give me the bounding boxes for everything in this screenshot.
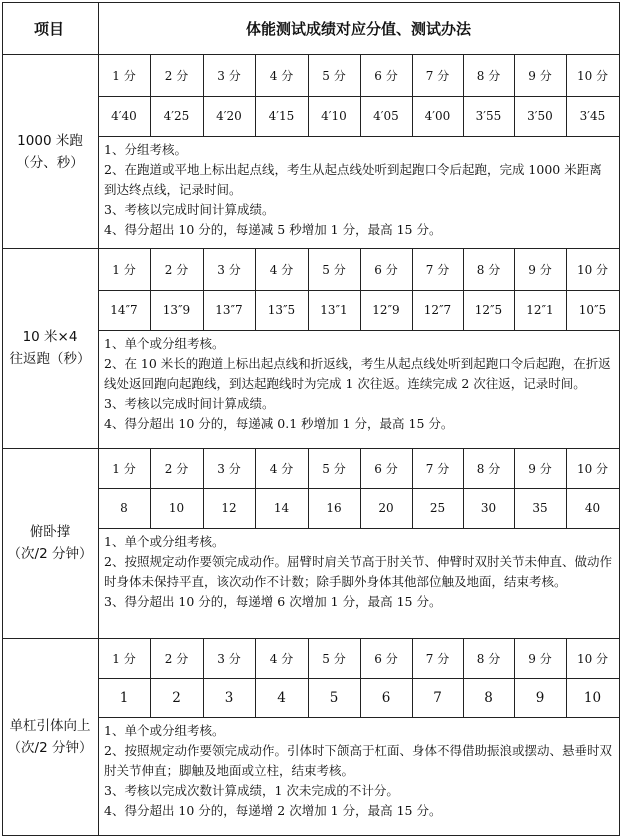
- score-cell: 4 分: [269, 262, 294, 277]
- instruction-line: 2、按照规定动作要领完成动作。屈臂时肩关节高于肘关节、伸臂时双肘关节未伸直、做动作时身体未保持平直，该次动作不计数；除手脚外身体其他部位触及地面，结束考核。: [104, 554, 612, 589]
- value-cell: 4′40: [111, 109, 137, 123]
- score-cell: 4 分: [269, 461, 294, 476]
- test-instructions: [104, 532, 613, 612]
- table-rule: [2, 2, 3, 836]
- score-cell: 10 分: [576, 69, 609, 83]
- value-cell: 4′00: [424, 109, 451, 123]
- score-cell: 8 分: [476, 651, 501, 666]
- value-cell: 25: [429, 501, 446, 515]
- value-cell: 10″5: [578, 303, 607, 317]
- value-cell: 35: [532, 501, 548, 515]
- value-cell: 9: [535, 689, 545, 706]
- score-cell: 7 分: [425, 69, 450, 83]
- table-rule: [98, 136, 619, 137]
- instruction-line: 2、在跑道或平地上标出起点线，考生从起点线处听到起跑口令后起跑，完成 1000 米距离到达终点线，记录时间。: [104, 162, 602, 197]
- score-cell: 9 分: [528, 651, 552, 666]
- score-cell: 3 分: [217, 651, 241, 666]
- value-cell: 6: [381, 689, 391, 706]
- score-cell: 7 分: [425, 651, 450, 666]
- value-cell: 4′10: [321, 109, 347, 123]
- value-cell: 14: [273, 501, 290, 515]
- test-instructions: [104, 140, 613, 240]
- value-cell: 30: [480, 501, 497, 515]
- value-cell: 4: [277, 689, 286, 706]
- value-cell: 3′45: [579, 109, 606, 123]
- value-cell: 16: [326, 501, 342, 515]
- value-cell: 2: [172, 689, 181, 706]
- value-cell: 5: [329, 689, 339, 706]
- test-instructions: [104, 334, 613, 434]
- instruction-line: 3、考核以完成次数计算成绩，1 次未完成的不计分。: [104, 783, 399, 798]
- value-cell: 20: [378, 501, 394, 515]
- value-cell: 3: [224, 689, 234, 706]
- instruction-line: 1、单个或分组考核。: [104, 723, 225, 738]
- section-label-line: （次/2 分钟）: [7, 546, 93, 562]
- score-cell: 6 分: [374, 262, 398, 277]
- score-cell: 3 分: [217, 69, 241, 83]
- score-cell: 6 分: [374, 461, 398, 476]
- instruction-line: 1、单个或分组考核。: [104, 336, 225, 351]
- value-cell: 13″1: [320, 303, 348, 317]
- table-rule: [98, 717, 619, 718]
- instruction-line: 3、考核以完成时间计算成绩。: [104, 202, 275, 217]
- section-label: [2, 326, 98, 370]
- section-label-line: （分、秒）: [16, 154, 84, 171]
- section-label: [2, 130, 98, 174]
- value-cell: 4′05: [373, 109, 399, 123]
- section-label: [2, 715, 98, 759]
- section-label-line: 1000 米跑: [17, 132, 83, 149]
- score-cell: 9 分: [528, 262, 552, 277]
- score-cell: 7 分: [425, 461, 450, 476]
- score-cell: 10 分: [576, 262, 609, 277]
- section-label: [2, 521, 98, 565]
- instruction-line: 4、得分超出 10 分的，每递减 5 秒增加 1 分，最高 15 分。: [104, 222, 442, 237]
- instruction-line: 3、得分超出 10 分的，每递增 6 次增加 1 分，最高 15 分。: [104, 594, 442, 609]
- value-cell: 12″5: [474, 303, 503, 317]
- score-cell: 2 分: [164, 69, 189, 83]
- section-label-line: 单杠引体向上: [9, 717, 91, 734]
- value-cell: 3′55: [475, 109, 502, 123]
- section-label-line: 往返跑（秒）: [9, 351, 91, 367]
- header-item: 项目: [33, 20, 64, 38]
- value-cell: 4′15: [268, 109, 295, 123]
- score-cell: 6 分: [374, 651, 398, 666]
- score-cell: 7 分: [425, 262, 450, 277]
- instruction-line: 2、按照规定动作要领完成动作。引体时下颌高于杠面、身体不得借助振浪或摆动、悬垂时双肘关节伸直；脚触及地面或立柱，结束考核。: [104, 743, 612, 778]
- instruction-line: 4、得分超出 10 分的，每递增 2 次增加 1 分，最高 15 分。: [104, 803, 442, 818]
- score-cell: 5 分: [322, 461, 346, 476]
- score-cell: 3 分: [217, 461, 241, 476]
- value-cell: 8: [120, 501, 128, 515]
- score-cell: 4 分: [269, 69, 294, 83]
- value-cell: 3′50: [527, 109, 553, 123]
- score-cell: 6 分: [374, 69, 398, 83]
- score-cell: 5 分: [322, 262, 346, 277]
- score-cell: 1 分: [112, 69, 136, 83]
- score-cell: 1 分: [112, 461, 136, 476]
- value-cell: 12″7: [423, 303, 452, 317]
- value-cell: 12: [221, 501, 237, 515]
- table-rule: [2, 2, 619, 3]
- instruction-line: 1、单个或分组考核。: [104, 534, 225, 549]
- value-cell: 4′20: [216, 109, 242, 123]
- value-cell: 7: [433, 689, 442, 706]
- score-cell: 8 分: [476, 262, 501, 277]
- score-cell: 2 分: [164, 461, 189, 476]
- instruction-line: 3、考核以完成时间计算成绩。: [104, 396, 275, 411]
- score-cell: 2 分: [164, 651, 189, 666]
- section-label-line: 俯卧撑: [29, 524, 71, 540]
- score-cell: 1 分: [112, 262, 136, 277]
- value-cell: 10: [168, 501, 185, 515]
- instruction-line: 2、在 10 米长的跑道上标出起点线和折返线，考生从起点线处听到起跑口令后起跑，在折返线处返回跑向起跑线，到达起跑线时为完成 1 次往返。连续完成 2 次往返，记录时间。: [104, 356, 611, 391]
- value-cell: 4′25: [163, 109, 190, 123]
- value-cell: 12″1: [526, 303, 554, 317]
- score-cell: 3 分: [217, 262, 241, 277]
- value-cell: 10: [583, 689, 602, 706]
- header-title: 体能测试成绩对应分值、测试办法: [245, 20, 471, 38]
- value-cell: 12″9: [372, 303, 400, 317]
- value-cell: 13″5: [267, 303, 296, 317]
- score-cell: 1 分: [112, 651, 136, 666]
- score-cell: 4 分: [269, 651, 294, 666]
- value-cell: 8: [484, 689, 493, 706]
- table-rule: [98, 330, 619, 331]
- score-cell: 8 分: [476, 461, 501, 476]
- test-instructions: [104, 721, 613, 821]
- value-cell: 13″7: [215, 303, 243, 317]
- score-cell: 9 分: [528, 461, 552, 476]
- score-cell: 5 分: [322, 69, 346, 83]
- table-rule: [619, 2, 620, 836]
- section-label-line: 10 米×4: [22, 329, 78, 345]
- table-rule: [98, 528, 619, 529]
- score-cell: 9 分: [528, 69, 552, 83]
- score-cell: 2 分: [164, 262, 189, 277]
- value-cell: 14″7: [110, 303, 138, 317]
- section-label-line: （次/2 分钟）: [7, 739, 93, 756]
- instruction-line: 4、得分超出 10 分的，每递减 0.1 秒增加 1 分，最高 15 分。: [104, 416, 454, 431]
- score-cell: 5 分: [322, 651, 346, 666]
- value-cell: 1: [119, 689, 129, 706]
- value-cell: 13″9: [162, 303, 191, 317]
- value-cell: 40: [584, 501, 601, 515]
- score-cell: 10 分: [576, 461, 609, 476]
- score-cell: 8 分: [476, 69, 501, 83]
- score-cell: 10 分: [576, 651, 609, 666]
- table-rule: [2, 835, 619, 836]
- instruction-line: 1、分组考核。: [104, 142, 187, 157]
